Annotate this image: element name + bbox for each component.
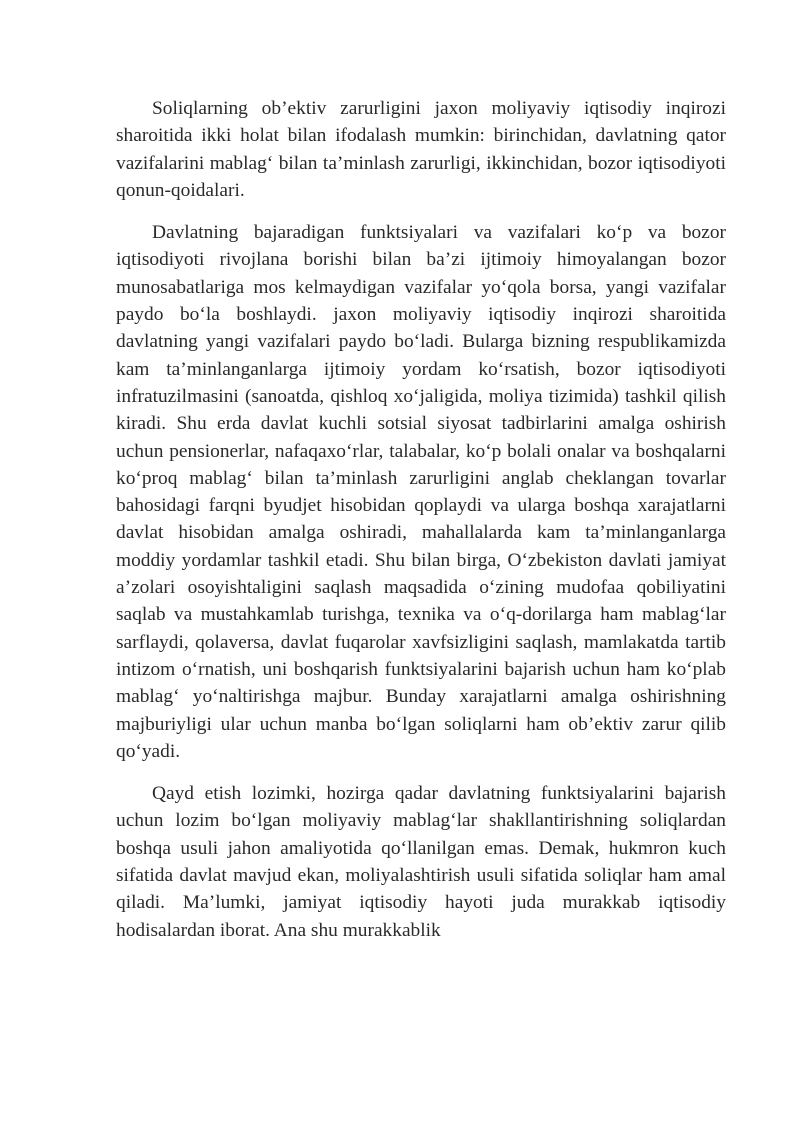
paragraph-2: Davlatning bajaradigan funktsiyalari va vazifalari ko‘p va bozor iqtisodiyoti rivojlana borishi bilan ba’zi ijtimoiy himoyalangan bozor munosabatlariga mos kelmaydigan vazifalar yo‘qola borsa, yangi vazifalar paydo bo‘la boshlaydi. jaxon moliyaviy iqtisodiy inqirozi sharoitida davlatning yangi vazifalari paydo bo‘ladi. Bularga bizning respublikamizda kam ta’minlanganlarga ijtimoiy yordam ko‘rsatish, bozor iqtisodiyoti infratuzilmasini (sanoatda, qishloq xo‘jaligida, moliya tizimida) tashkil qilish kiradi. Shu erda davlat kuchli sotsial siyosat tadbirlarini amalga oshirish uchun pensionerlar, nafaqaxo‘rlar, talabalar, ko‘p bolali onalar va boshqalarni ko‘proq mablag‘ bilan ta’minlash zarurligini anglab cheklangan tovarlar bahosidagi farqni byudjet hisobidan qoplaydi va ularga boshqa xarajatlarni davlat hisobidan amalga oshiradi, mahallalarda kam ta’minlanganlarga moddiy yordamlar tashkil etadi. Shu bilan birga, O‘zbekiston davlati jamiyat a’zolari osoyishtaligini saqlash maqsadida o‘zining mudofaa qobiliyatini saqlab va mustahkamlab turishga, texnika va o‘q-dorilarga ham mablag‘lar sarflaydi, qolaversa, davlat fuqarolar xavfsizligini saqlash, mamlakatda tartib intizom o‘rnatish, uni boshqarish funktsiyalarini bajarish uchun ham ko‘plab mablag‘ yo‘naltirishga majbur. Bunday xarajatlarni amalga oshirishning majburiyligi ular uchun manba bo‘lgan soliqlarni ham ob’ektiv zarur qilib qo‘yadi. (116, 222, 726, 762)
document-page (116, 95, 726, 959)
paragraph-3: Qayd etish lozimki, hozirga qadar davlatning funktsiyalarini bajarish uchun lozim bo‘lgan moliyaviy mablag‘lar shakllantirishning soliqlardan boshqa usuli jahon amaliyotida qo‘llanilgan emas. Demak, hukmron kuch sifatida davlat mavjud ekan, moliyalashtirish usuli sifatida soliqlar ham amal qiladi. Ma’lumki, jamiyat iqtisodiy hayoti juda murakkab iqtisodiy hodisalardan iborat. Ana shu murakkablik (116, 783, 726, 941)
paragraph-1: Soliqlarning ob’ektiv zarurligini jaxon moliyaviy iqtisodiy inqirozi sharoitida ikki holat bilan ifodalash mumkin: birinchidan, davlatning qator vazifalarini mablag‘ bilan ta’minlash zarurligi, ikkinchidan, bozor iqtisodiyoti qonun-qoidalari. (116, 98, 726, 201)
